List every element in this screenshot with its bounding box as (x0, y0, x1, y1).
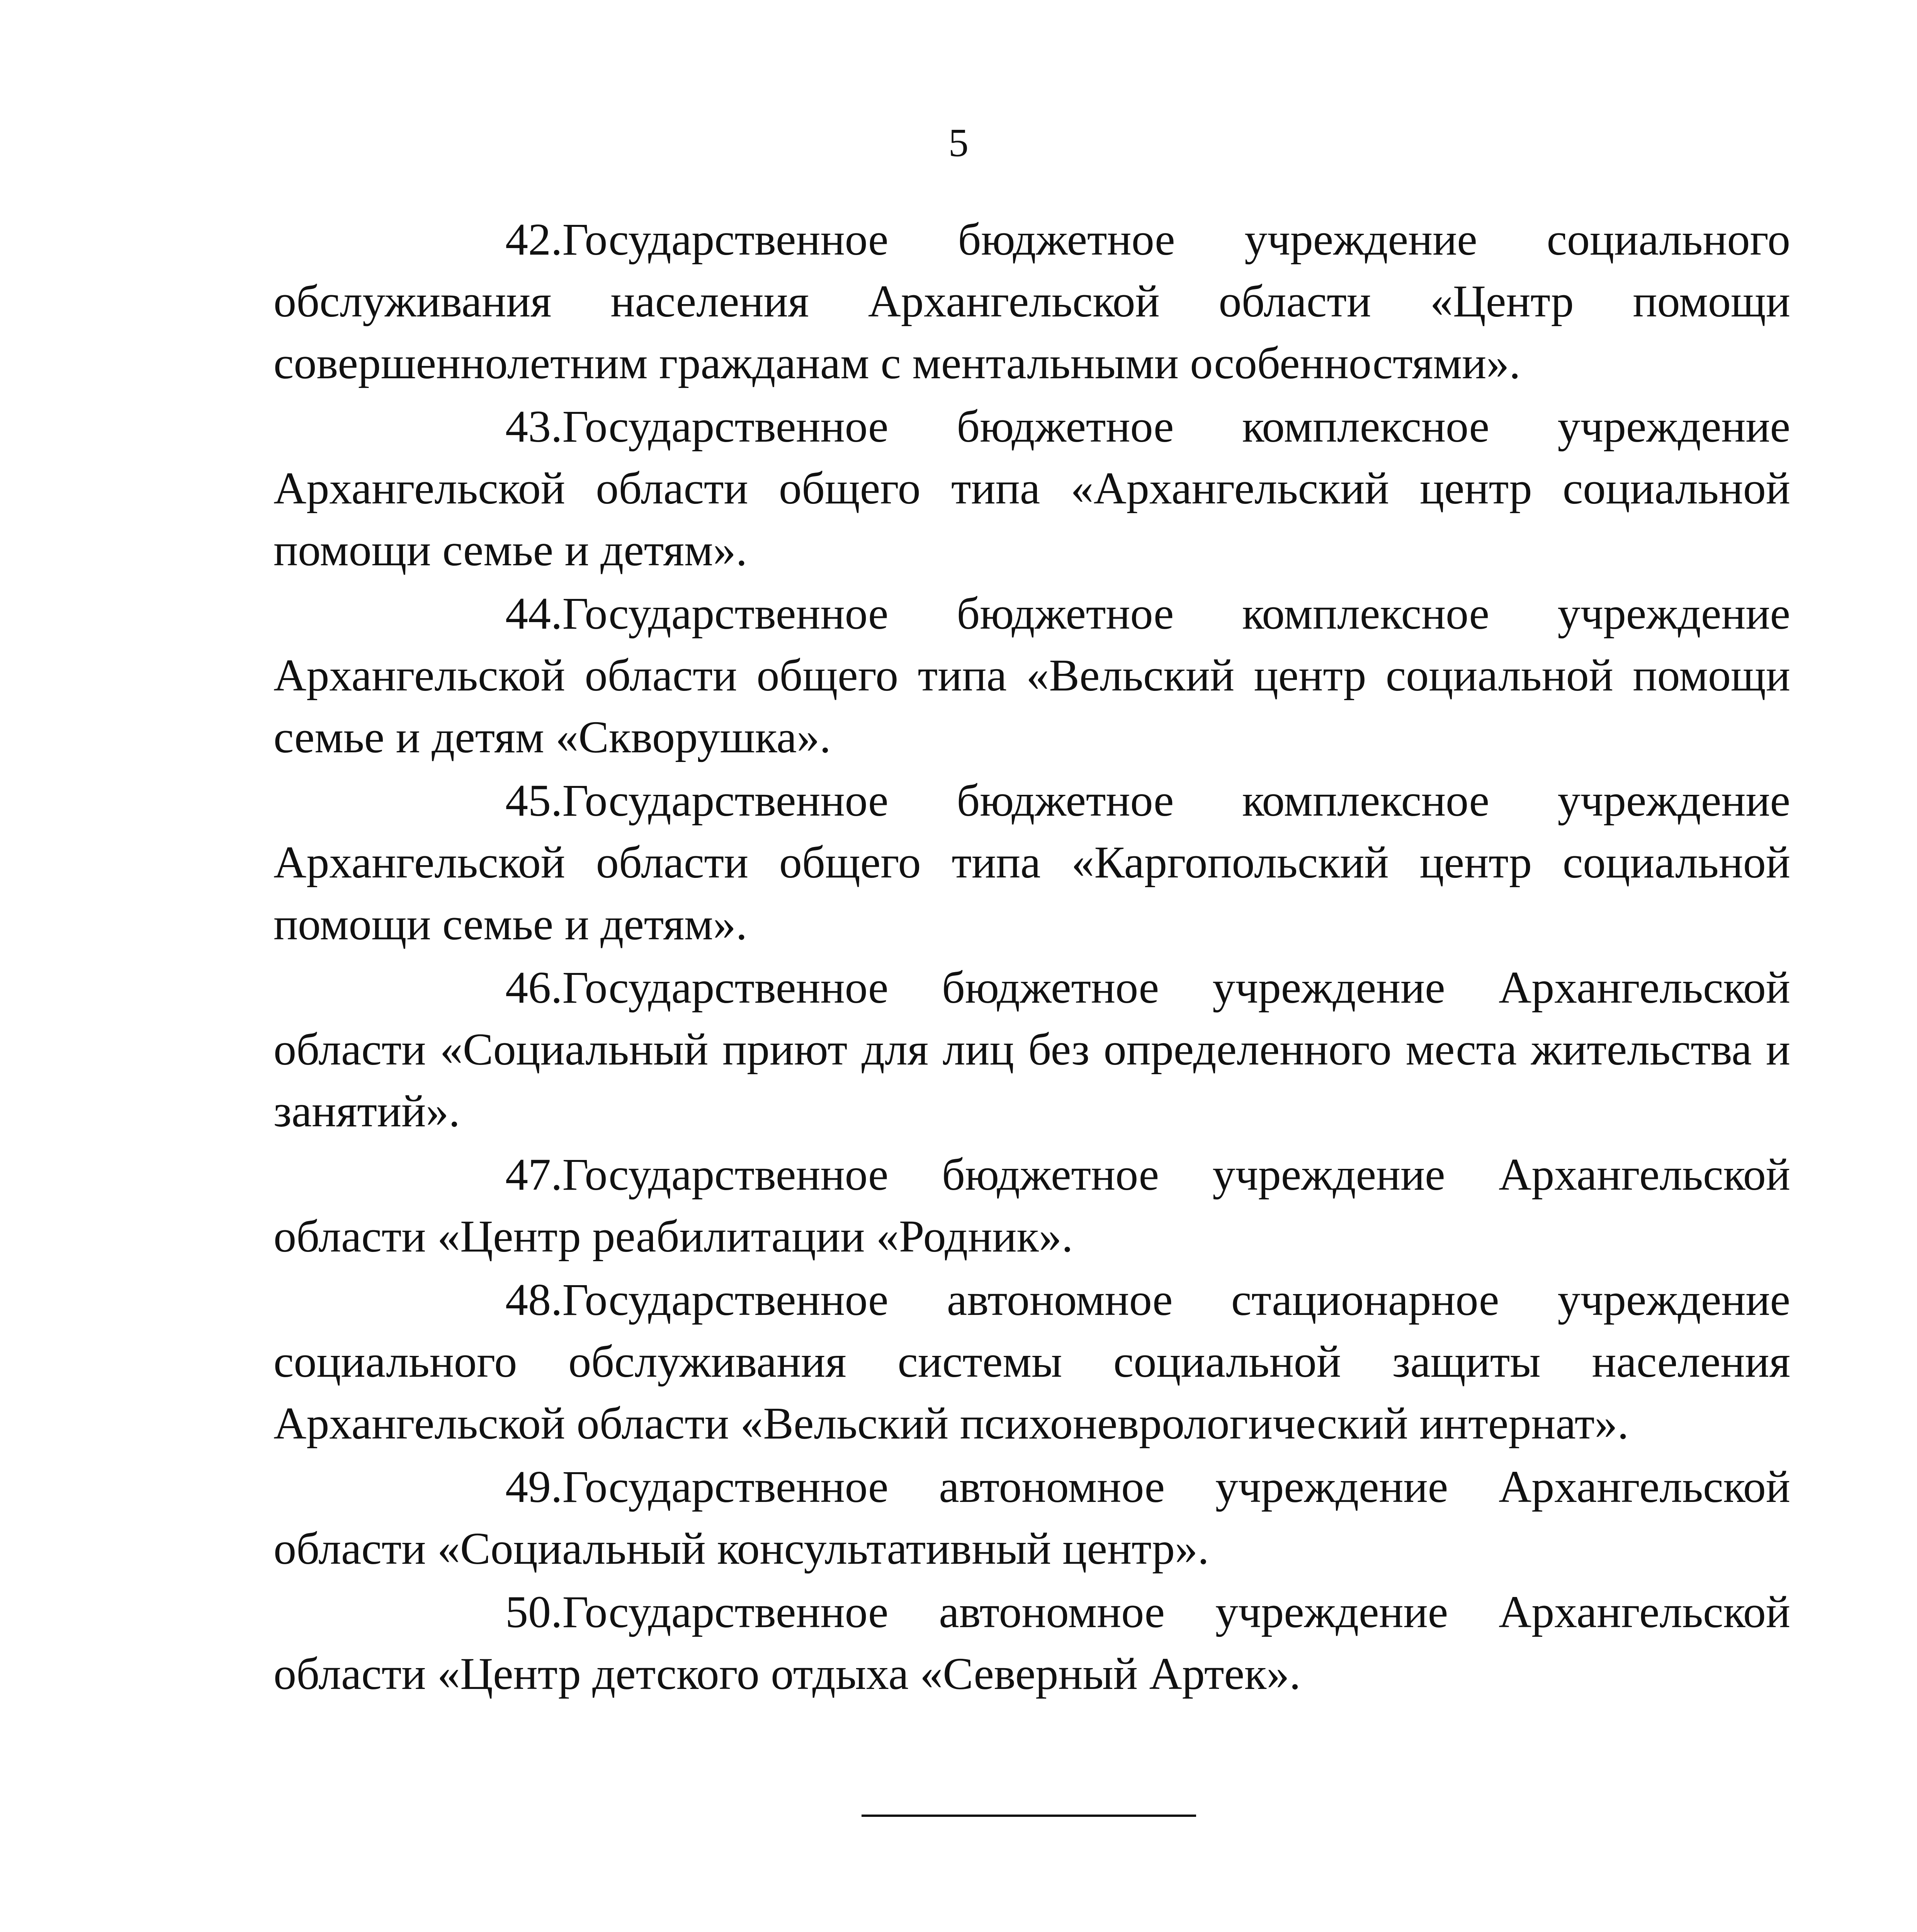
item-text: Государственное бюджетное учреждение Архангельской области «Социальный приют для лиц без определенного места жительства и занятий». (274, 962, 1790, 1136)
item-text: Государственное бюджетное учреждение социального обслуживания населения Архангельской области «Центр помощи совершеннолетним гражданам с ментальными особенностями». (274, 214, 1790, 388)
item-number: 43. (505, 401, 563, 452)
item-text: Государственное автономное стационарное учреждение социального обслуживания системы социальной защиты населения Архангельской области «Вельский психоневрологический интернат». (274, 1274, 1790, 1449)
item-text: Государственное бюджетное комплексное учреждение Архангельской области общего типа «Архангельский центр социальной помощи семье и детям». (274, 401, 1790, 575)
list-item (274, 1269, 1790, 1454)
item-number: 49. (505, 1461, 563, 1512)
item-number: 42. (505, 214, 563, 265)
list-item (274, 770, 1790, 955)
end-separator-line (862, 1815, 1196, 1817)
item-number: 44. (505, 588, 563, 639)
item-text: Государственное автономное учреждение Архангельской области «Центр детского отдыха «Северный Артек». (274, 1587, 1790, 1699)
list-item (274, 209, 1790, 394)
item-number: 50. (505, 1587, 563, 1637)
page-number: 5 (948, 121, 969, 165)
list-item (274, 1581, 1790, 1705)
item-text: Государственное автономное учреждение Архангельской области «Социальный консультативный центр». (274, 1461, 1790, 1574)
item-number: 47. (505, 1149, 563, 1200)
item-number: 46. (505, 962, 563, 1013)
item-number: 48. (505, 1274, 563, 1325)
list-item (274, 1456, 1790, 1580)
list-item (274, 583, 1790, 768)
institution-list (274, 209, 1790, 1706)
item-number: 45. (505, 775, 563, 826)
item-text: Государственное бюджетное комплексное учреждение Архангельской области общего типа «Вельский центр социальной помощи семье и детям «Скворушка». (274, 588, 1790, 762)
item-text: Государственное бюджетное комплексное учреждение Архангельской области общего типа «Каргопольский центр социальной помощи семье и детям». (274, 775, 1790, 949)
list-item (274, 1144, 1790, 1267)
list-item (274, 396, 1790, 581)
list-item (274, 957, 1790, 1142)
item-text: Государственное бюджетное учреждение Архангельской области «Центр реабилитации «Родник». (274, 1149, 1790, 1262)
